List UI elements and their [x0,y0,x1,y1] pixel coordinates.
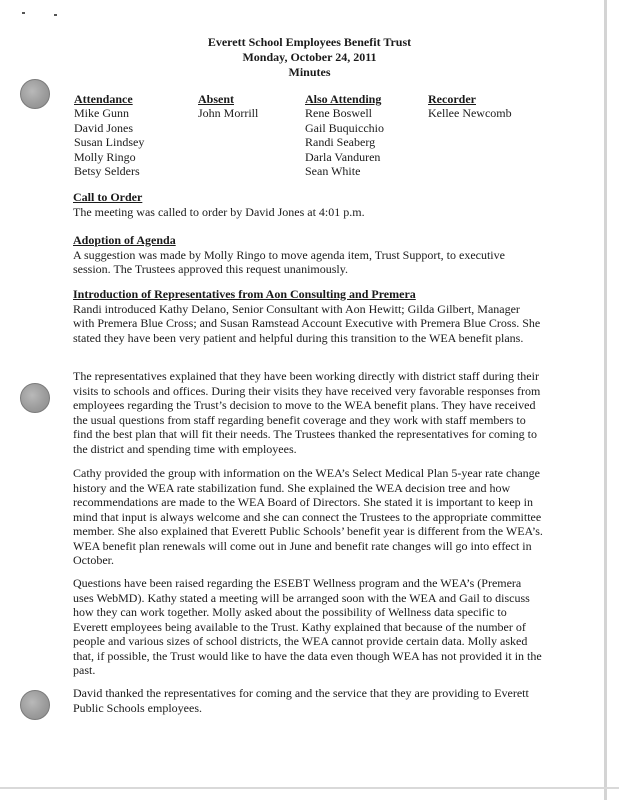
recorder-name: Kellee Newcomb [428,106,512,121]
cathy-paragraph-block [73,466,543,568]
representatives-paragraph-block [73,369,543,456]
recorder-column [428,92,512,121]
absent-column [198,92,258,121]
introduction-paragraph: Randi introduced Kathy Delano, Senior Consultant with Aon Hewitt; Gilda Gilbert, Manager with Premera Blue Cross; and Susan Ramstead Account Executive with Premera Blue Cross. She stated they have been very patient and helpful during this transition to the WEA benefit plans. [73,301,541,345]
page-bottom-shadow [0,787,619,789]
punch-hole-middle [20,383,50,413]
also-attending-heading: Also Attending [305,92,382,106]
attendee-name: David Jones [74,120,133,135]
doc-type: Minutes [288,65,331,79]
guest-name: Gail Buquicchio [305,120,384,135]
attendance-heading: Attendance [74,92,133,106]
closing-paragraph: David thanked the representatives for coming and the service that they are providing to Everett Public Schools employees. [73,686,529,715]
call-to-order-heading: Call to Order [73,190,143,204]
adoption-text: A suggestion was made by Molly Ringo to move agenda item, Trust Support, to executive session. The Trustees approved this request unanimously. [73,247,505,276]
attendee-name: Mike Gunn [74,106,129,121]
introduction-section [73,287,543,345]
attendee-name: Susan Lindsey [74,135,145,150]
scan-speck [22,12,25,14]
introduction-heading: Introduction of Representatives from Aon Consulting and Premera [73,287,416,301]
guest-name: Rene Boswell [305,106,372,121]
attendee-name: Molly Ringo [74,149,136,164]
wellness-paragraph: Questions have been raised regarding the ESEBT Wellness program and the WEA’s (Premera uses WebMD). Kathy stated a meeting will be arranged soon with the WEA and Gail to discuss how they can work together. Molly asked about the possibility of Wellness data specific to Everett employees being available to the Trust. Kathy explained that because of the number of people and various sizes of school districts, the WEA cannot provide certain data. Molly asked that, if possible, the Trust would like to have the data even though WEA has not provided it in the past. [73,576,542,677]
guest-name: Sean White [305,164,361,179]
attendance-column [74,92,144,178]
wellness-paragraph-block [73,576,543,678]
call-to-order-text: The meeting was called to order by David Jones at 4:01 p.m. [73,204,365,219]
closing-paragraph-block [73,686,543,715]
org-title: Everett School Employees Benefit Trust [207,35,412,49]
also-attending-column [305,92,384,178]
guest-name: Darla Vanduren [305,149,381,164]
adoption-heading: Adoption of Agenda [73,233,176,247]
page-edge-shadow [604,0,607,800]
guest-name: Randi Seaberg [305,135,376,150]
punch-hole-top [20,79,50,109]
absent-name: John Morrill [198,106,259,121]
document-header [0,35,619,80]
meeting-date: Monday, October 24, 2011 [242,50,377,64]
representatives-paragraph: The representatives explained that they have been working directly with district staff during their visits to schools and offices. During their visits they have received very favorable responses from employees regarding the Trust’s decision to move to the WEA benefit plans. They have received the usual questions from staff regarding benefit coverage and they work with staff members to find the best plan that will fit their needs. The Trustees thanked the representatives for coming to the district and spending time with employees. [73,369,541,456]
cathy-paragraph: Cathy provided the group with information on the WEA’s Select Medical Plan 5-year rate change history and the WEA rate stabilization fund. She explained the WEA decision tree and how recommendations are made to the WEA Board of Directors. She stated it is important to keep in mind that input is always welcome and she can connect the Trustees to the appropriate committee member. She also explained that Everett Public Schools’ benefit year is different from the WEA’s. WEA benefit plan renewals will come out in June and benefit rate changes will go into effect in October. [73,466,543,567]
scan-speck [54,14,57,16]
attendee-name: Betsy Selders [74,164,140,179]
adoption-section [73,233,543,277]
absent-heading: Absent [198,92,235,106]
recorder-heading: Recorder [428,92,476,106]
call-to-order-section [73,190,543,219]
punch-hole-bottom [20,690,50,720]
